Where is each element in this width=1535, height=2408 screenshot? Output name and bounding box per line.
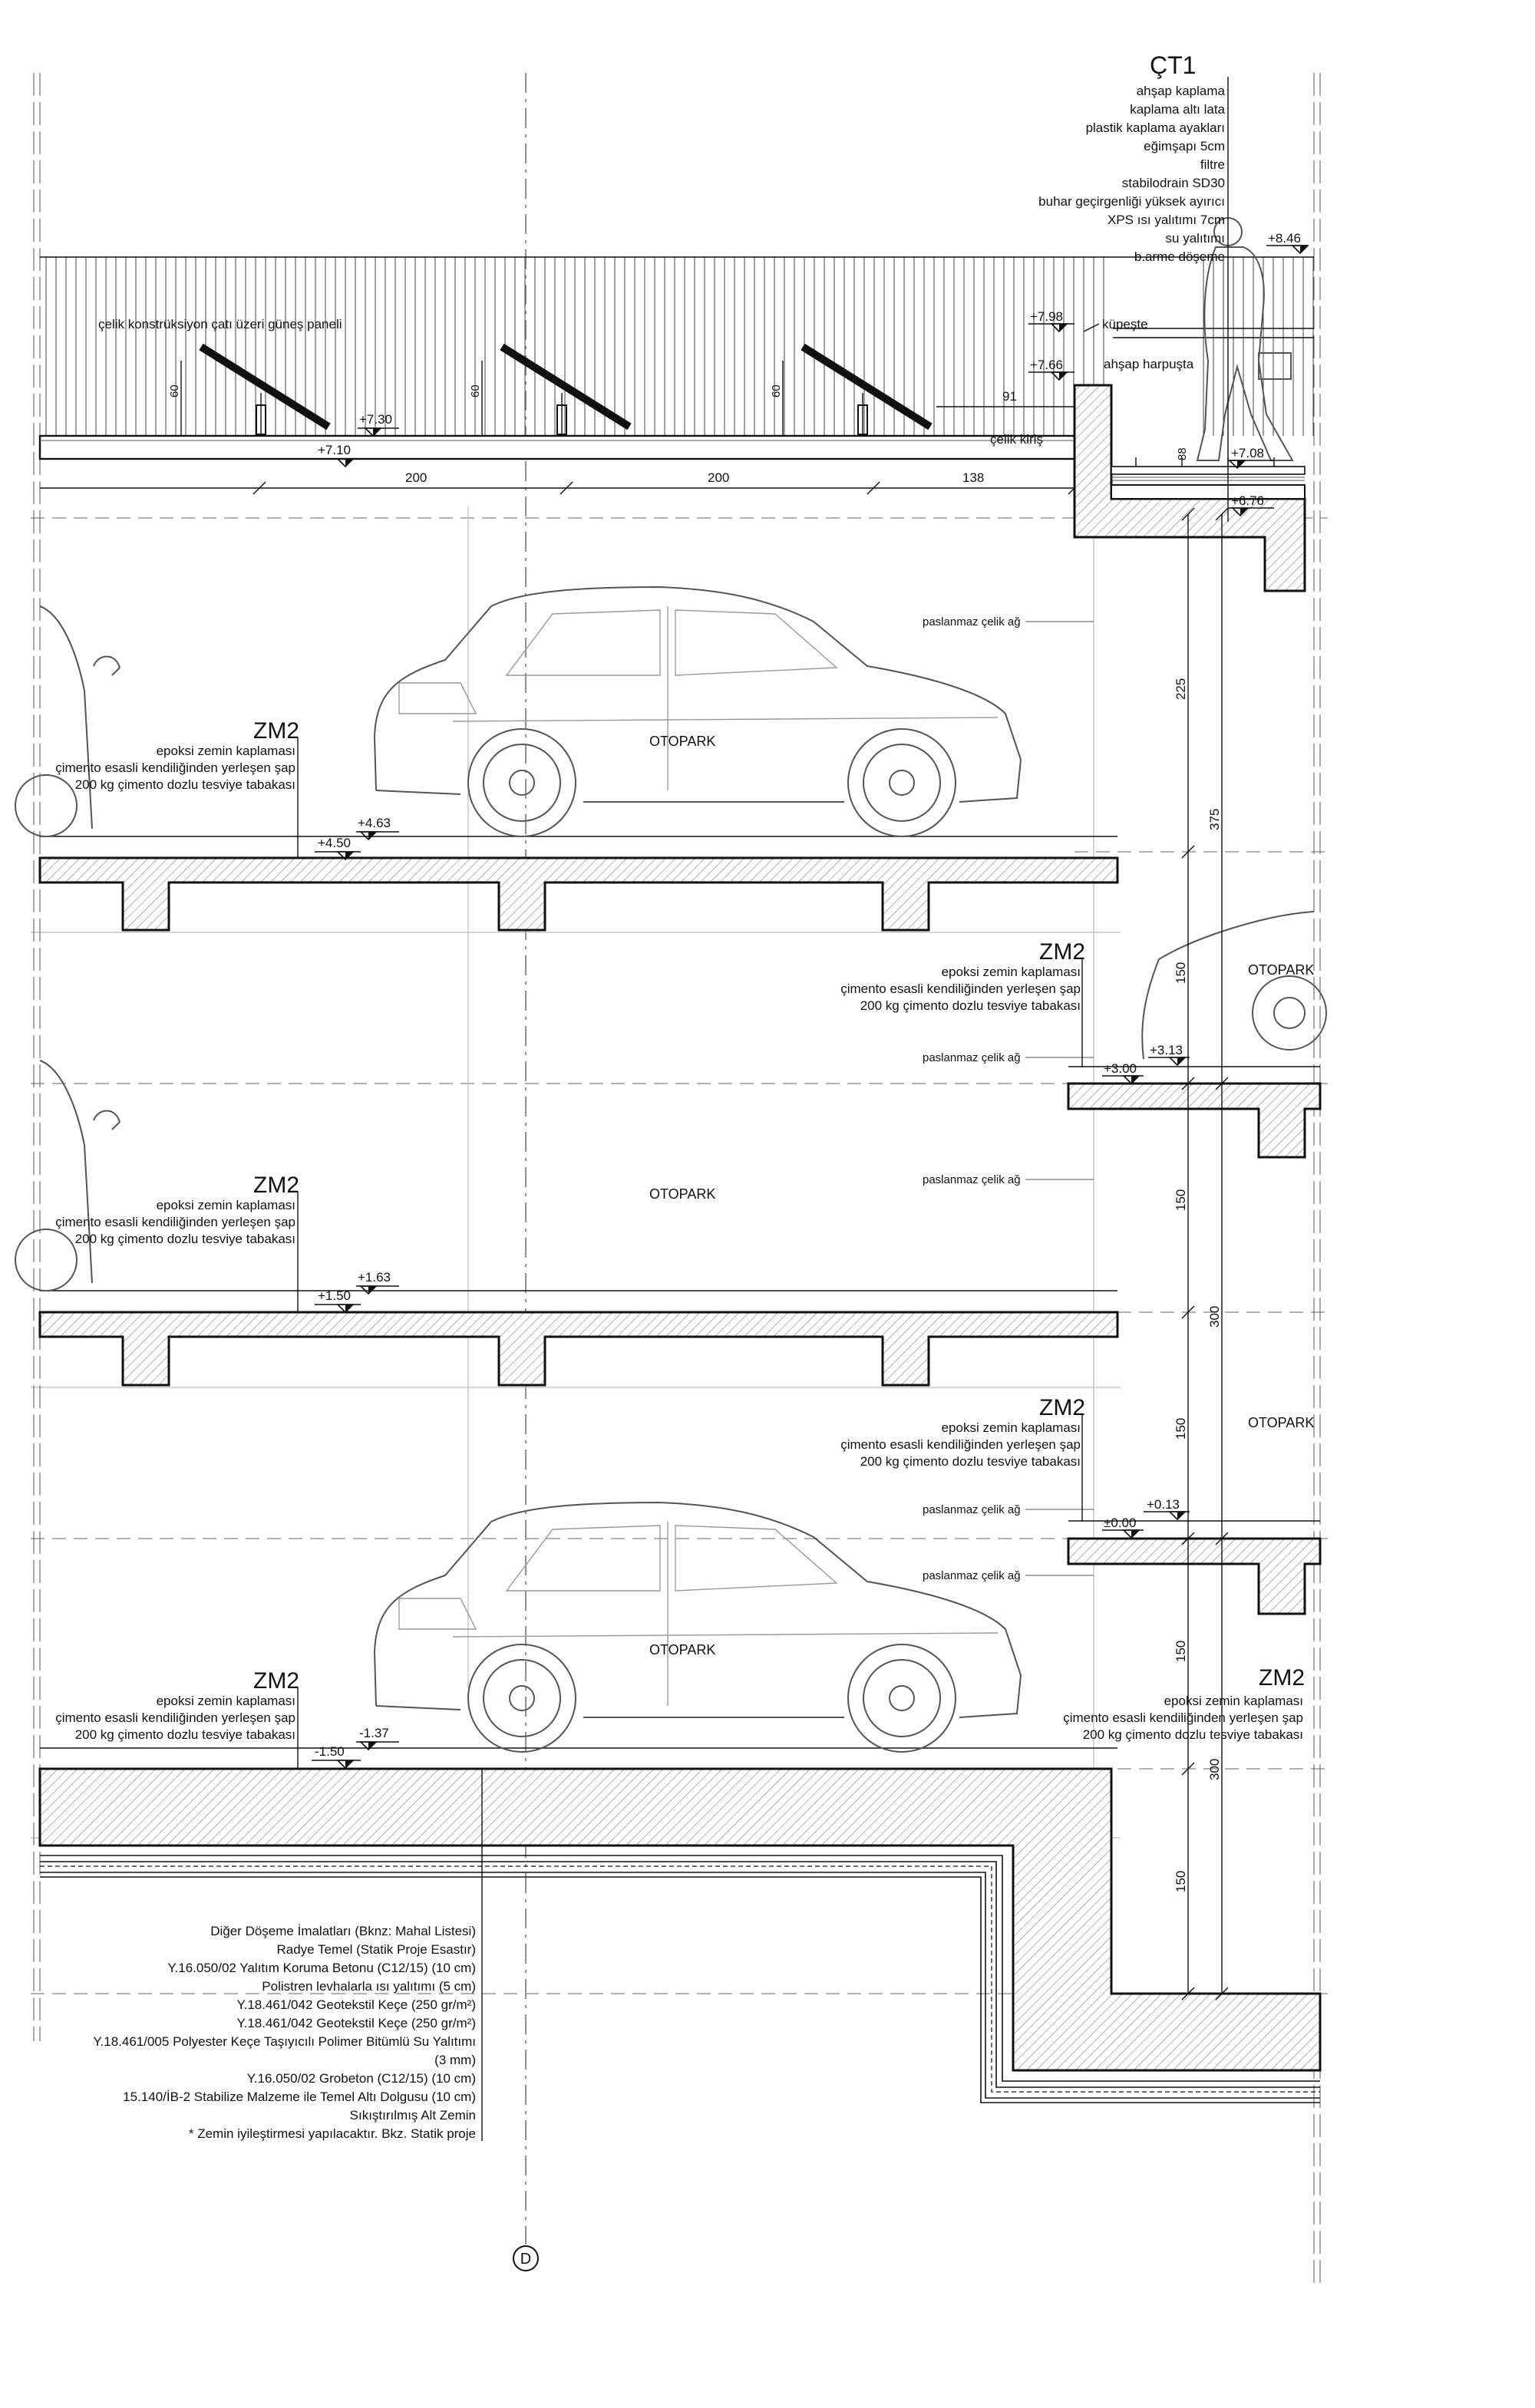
roof-layer-text: filtre <box>1200 157 1225 172</box>
mesh-label: paslanmaz çelik ağ <box>923 1503 1021 1516</box>
panel-height-dim: 60 <box>770 384 783 397</box>
foundation-note: Y.18.461/042 Geotekstil Keçe (250 gr/m²) <box>236 2016 476 2030</box>
span-dim: 200 <box>405 470 427 485</box>
mesh-label: paslanmaz çelik ağ <box>923 615 1021 628</box>
dim-91: 91 <box>1002 389 1017 404</box>
svg-text:+7.30: +7.30 <box>359 412 393 427</box>
otopark-label: OTOPARK <box>1248 1415 1315 1430</box>
zm2-callout-split-1 <box>840 939 1085 1067</box>
panel-height-dim: 60 <box>469 384 482 397</box>
svg-text:+7.98: +7.98 <box>1030 309 1064 324</box>
level-marker <box>1028 309 1074 332</box>
zm2-line: epoksi zemin kaplaması <box>156 744 295 758</box>
level-marker <box>1028 358 1074 380</box>
foundation-note: Diğer Döşeme İmalatları (Bknz: Mahal Listesi) <box>210 1924 476 1938</box>
zm2-line: epoksi zemin kaplaması <box>156 1198 295 1212</box>
svg-text:150: 150 <box>1174 1870 1188 1892</box>
grid-axis-bubble <box>513 2246 538 2271</box>
svg-text:+1.63: +1.63 <box>358 1270 391 1285</box>
roof-layer-text: eğimşapı 5cm <box>1144 139 1225 153</box>
mesh-label: paslanmaz çelik ağ <box>923 1051 1021 1064</box>
solar-panel <box>181 347 328 436</box>
roof-layer-text: XPS ısı yalıtımı 7cm <box>1107 213 1225 227</box>
zm2-callout-split-0 <box>840 1395 1085 1521</box>
grid-axis-label: D <box>520 2251 532 2268</box>
svg-text:+4.50: +4.50 <box>318 836 352 850</box>
level-marker <box>1144 1497 1190 1519</box>
zm2-line: 200 kg çimento dozlu tesviye tabakası <box>860 1454 1081 1469</box>
level-marker <box>315 836 361 859</box>
solar-panel-label: çelik konstrüksiyon çatı üzeri güneş paneli <box>98 317 342 332</box>
car-partial-left-lower <box>15 1061 120 1291</box>
svg-text:150: 150 <box>1174 1189 1188 1211</box>
roof-fence-pickets <box>46 257 1313 436</box>
solar-panel <box>482 347 629 436</box>
foundation-note: Y.16.050/02 Yalıtım Koruma Betonu (C12/15) (10 cm) <box>167 1961 476 1975</box>
zm2-line: çimento esasli kendiliğinden yerleşen şap <box>55 760 295 775</box>
roof-callout-code: ÇT1 <box>1150 51 1197 79</box>
level-marker <box>1102 1061 1144 1084</box>
svg-text:+4.63: +4.63 <box>358 816 391 830</box>
zm2-code: ZM2 <box>1039 939 1085 965</box>
zm2-line: 200 kg çimento dozlu tesviye tabakası <box>1082 1727 1303 1742</box>
svg-text:150: 150 <box>1174 962 1188 984</box>
svg-text:-1.37: -1.37 <box>359 1726 389 1740</box>
span-dim: 138 <box>962 470 985 485</box>
roof-parapet <box>1074 385 1305 591</box>
svg-text:150: 150 <box>1174 1640 1188 1662</box>
otopark-label: OTOPARK <box>649 1186 716 1202</box>
dim-88: 88 <box>1176 447 1189 460</box>
zm2-code: ZM2 <box>1259 1665 1305 1691</box>
svg-text:+1.50: +1.50 <box>318 1288 352 1303</box>
zm2-line: çimento esasli kendiliğinden yerleşen şap <box>55 1215 295 1229</box>
foundation-note: (3 mm) <box>434 2053 476 2067</box>
level-marker <box>315 1288 361 1312</box>
mesh-label: paslanmaz çelik ağ <box>923 1569 1021 1582</box>
panel-height-dim: 60 <box>168 384 181 397</box>
level-marker <box>1228 446 1274 468</box>
span-dim: 200 <box>708 470 730 485</box>
foundation-note: Y.18.461/042 Geotekstil Keçe (250 gr/m²) <box>236 1997 476 2012</box>
svg-text:+7.10: +7.10 <box>318 443 352 457</box>
zm2-code: ZM2 <box>1039 1395 1085 1420</box>
roof-layer-text: stabilodrain SD30 <box>1121 176 1225 190</box>
roof-layer-text: plastik kaplama ayakları <box>1085 120 1225 135</box>
foundation-note: Sıkıştırılmış Alt Zemin <box>349 2108 476 2123</box>
zm2-code: ZM2 <box>253 718 299 744</box>
foundation-note: Y.16.050/02 Grobeton (C12/15) (10 cm) <box>246 2071 476 2086</box>
zm2-line: 200 kg çimento dozlu tesviye tabakası <box>74 1727 295 1742</box>
span-dimension <box>40 482 1081 494</box>
celik-kiris-label: çelik kiriş <box>990 432 1043 447</box>
zm2-line: çimento esasli kendiliğinden yerleşen şap <box>840 981 1081 996</box>
svg-text:+3.13: +3.13 <box>1150 1043 1183 1057</box>
zm2-line: epoksi zemin kaplaması <box>156 1694 295 1708</box>
zm2-line: 200 kg çimento dozlu tesviye tabakası <box>74 777 295 792</box>
zm2-callout-right-basement <box>1063 1665 1305 1742</box>
solar-panels <box>181 347 930 436</box>
zm2-line: epoksi zemin kaplaması <box>941 965 1081 979</box>
svg-text:+7.08: +7.08 <box>1231 446 1265 460</box>
roof-layer-text: su yalıtımı <box>1165 231 1225 246</box>
slab-level-2 <box>40 836 1117 930</box>
level-marker <box>1148 1043 1190 1065</box>
edge-break-lines <box>34 73 1320 2287</box>
slab-split-level-0 <box>1068 1521 1320 1614</box>
otopark-label: OTOPARK <box>649 1642 716 1658</box>
zm2-code: ZM2 <box>253 1668 299 1694</box>
level-marker <box>356 1726 399 1750</box>
steel-beam <box>40 436 1084 459</box>
zm2-line: epoksi zemin kaplaması <box>1164 1694 1303 1708</box>
zm2-line: epoksi zemin kaplaması <box>941 1420 1081 1435</box>
svg-text:+6.76: +6.76 <box>1231 493 1265 508</box>
foundation-note: Polistren levhalarla ısı yalıtımı (5 cm) <box>262 1979 476 1994</box>
zm2-line: çimento esasli kendiliğinden yerleşen şap <box>55 1710 295 1725</box>
slab-split-level-1 <box>1068 1067 1320 1157</box>
level-marker <box>1266 231 1308 253</box>
roof-layer-text: ahşap kaplama <box>1136 84 1225 98</box>
zm2-callout-basement <box>55 1668 299 1769</box>
foundation-note: * Zemin iyileştirmesi yapılacaktır. Bkz. Statik proje <box>188 2126 476 2141</box>
foundation-notes <box>93 1924 476 2141</box>
car-partial-left-upper <box>15 606 120 836</box>
level-marker <box>358 412 399 436</box>
otopark-label: OTOPARK <box>1248 962 1315 978</box>
svg-text:+8.46: +8.46 <box>1268 231 1302 246</box>
svg-text:300: 300 <box>1207 1305 1222 1328</box>
zm2-line: çimento esasli kendiliğinden yerleşen şap <box>840 1437 1081 1452</box>
roof-layer-text: b.arme döşeme <box>1134 249 1225 264</box>
foundation-note: Radye Temel (Statik Proje Esastır) <box>276 1942 476 1957</box>
foundation-note: 15.140/İB-2 Stabilize Malzeme ile Temel Altı Dolgusu (10 cm) <box>123 2090 476 2104</box>
harpusta-label: ahşap harpuşta <box>1104 357 1194 371</box>
level-marker <box>1102 1516 1144 1538</box>
zm2-line: çimento esasli kendiliğinden yerleşen şap <box>1063 1710 1303 1725</box>
foundation-note: Y.18.461/005 Polyester Keçe Taşıyıcılı Polimer Bitümlü Su Yalıtımı <box>93 2034 476 2049</box>
solar-panel <box>783 347 930 436</box>
roof-layer-text: buhar geçirgenliği yüksek ayırıcı <box>1038 194 1225 209</box>
zm2-line: 200 kg çimento dozlu tesviye tabakası <box>74 1232 295 1246</box>
svg-text:+0.13: +0.13 <box>1147 1497 1180 1512</box>
svg-text:225: 225 <box>1174 678 1188 700</box>
slab-level-1 <box>40 1291 1117 1385</box>
svg-text:+7.66: +7.66 <box>1030 358 1064 372</box>
kupeste-label: küpeşte <box>1102 317 1148 332</box>
zm2-line: 200 kg çimento dozlu tesviye tabakası <box>860 998 1081 1013</box>
svg-text:300: 300 <box>1207 1758 1222 1780</box>
zm2-code: ZM2 <box>253 1173 299 1198</box>
mesh-label: paslanmaz çelik ağ <box>923 1173 1021 1186</box>
svg-text:+3.00: +3.00 <box>1104 1061 1137 1076</box>
roof-callout-layers <box>1038 84 1225 264</box>
svg-text:150: 150 <box>1174 1417 1188 1440</box>
roof-layer-text: kaplama altı lata <box>1130 102 1225 117</box>
car-otopark-basement <box>375 1503 1021 1752</box>
svg-text:375: 375 <box>1207 808 1222 830</box>
svg-text:-1.50: -1.50 <box>315 1744 345 1759</box>
otopark-label: OTOPARK <box>649 734 716 749</box>
svg-text:±0.00: ±0.00 <box>1104 1516 1137 1530</box>
car-partial-right <box>1142 912 1326 1059</box>
